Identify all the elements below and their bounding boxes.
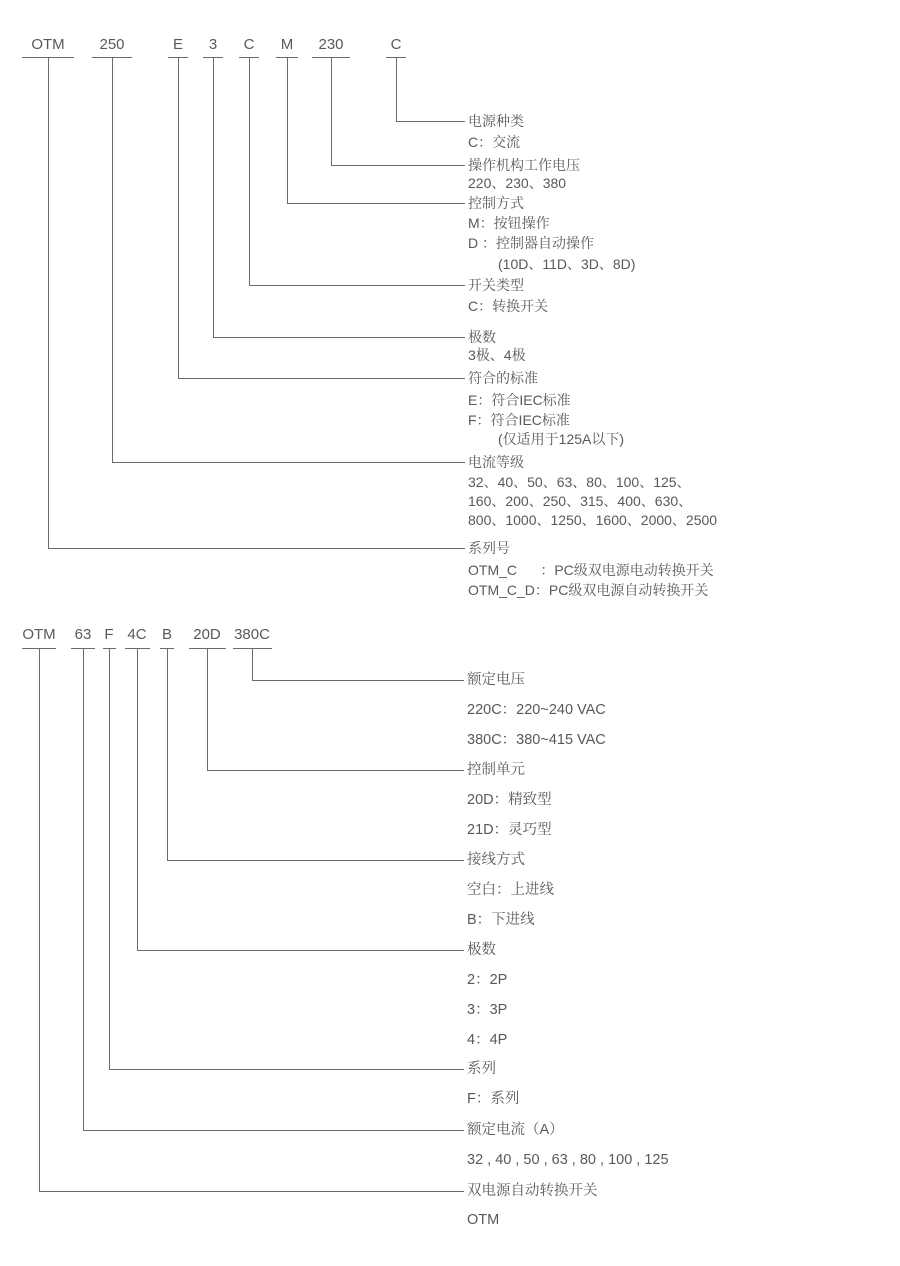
field-value-line: OTM_C_D：PC级双电源自动转换开关 (468, 582, 709, 598)
connector-elbow (48, 57, 465, 549)
field-label: 控制方式 (468, 195, 524, 211)
model-code-segment: F (104, 626, 114, 643)
field-value-line: 160、200、250、315、400、630、 (468, 493, 693, 509)
field-value-line: 220、230、380 (468, 175, 567, 191)
field-value-line: 220C：220~240 VAC (467, 702, 606, 718)
model-code-segment: 63 (74, 626, 92, 643)
field-value-line: (10D、11D、3D、8D) (498, 256, 636, 272)
model-code-segment: C (243, 36, 255, 53)
model-code-segment: E (172, 36, 184, 53)
field-value-line: 4：4P (467, 1032, 508, 1048)
field-value-line: F：系列 (467, 1091, 520, 1107)
field-value-line: (仅适用于125A以下) (498, 431, 625, 447)
field-value-line: 3极、4极 (468, 347, 526, 363)
field-value-line: 32 , 40 , 50 , 63 , 80 , 100 , 125 (467, 1152, 669, 1168)
field-label: 电流等级 (468, 454, 524, 470)
field-label: 符合的标准 (468, 370, 538, 386)
field-value-line: OTM (467, 1212, 500, 1228)
model-code-segment: 4C (127, 626, 147, 643)
model-code-segment: 3 (208, 36, 218, 53)
field-value-line: E：符合IEC标准 (468, 392, 571, 408)
field-label: 操作机构工作电压 (468, 157, 580, 173)
field-value-line: 32、40、50、63、80、100、125、 (468, 474, 691, 490)
field-label: 极数 (467, 942, 496, 958)
field-value-line: 21D：灵巧型 (467, 822, 552, 838)
model-code-segment: M (280, 36, 294, 53)
field-label: 电源种类 (468, 113, 524, 129)
field-label: 额定电流（A） (467, 1122, 564, 1138)
field-value-line: C：转换开关 (468, 298, 549, 314)
field-value-line: 空白：上进线 (467, 882, 554, 898)
field-label: 开关类型 (468, 277, 524, 293)
field-label: 双电源自动转换开关 (467, 1183, 598, 1199)
field-value-line: C：交流 (468, 134, 521, 150)
model-code-segment: C (390, 36, 402, 53)
field-value-line: M：按钮操作 (468, 215, 550, 231)
model-code-segment: 380C (234, 626, 270, 643)
model-code-segment: OTM (31, 36, 65, 53)
model-code-segment: OTM (22, 626, 56, 643)
field-value-line: 20D：精致型 (467, 792, 552, 808)
field-label: 系列 (467, 1061, 496, 1077)
model-code-segment: 230 (318, 36, 344, 53)
field-value-line: 380C：380~415 VAC (467, 732, 606, 748)
field-value-line: B：下进线 (467, 912, 535, 928)
field-value-line: OTM_C ：PC级双电源电动转换开关 (468, 562, 714, 578)
field-label: 控制单元 (467, 762, 525, 778)
field-label: 系列号 (468, 540, 510, 556)
connector-elbow (39, 648, 464, 1192)
model-code-segment: B (161, 626, 173, 643)
model-code-segment: 250 (99, 36, 125, 53)
field-label: 接线方式 (467, 852, 525, 868)
field-value-line: F：符合IEC标准 (468, 412, 570, 428)
field-label: 极数 (468, 329, 496, 345)
field-value-line: D ：控制器自动操作 (468, 235, 594, 251)
field-label: 额定电压 (467, 672, 525, 688)
field-value-line: 800、1000、1250、1600、2000、2500 (468, 512, 718, 528)
model-code-segment: 20D (193, 626, 221, 643)
field-value-line: 2：2P (467, 972, 508, 988)
field-value-line: 3：3P (467, 1002, 508, 1018)
